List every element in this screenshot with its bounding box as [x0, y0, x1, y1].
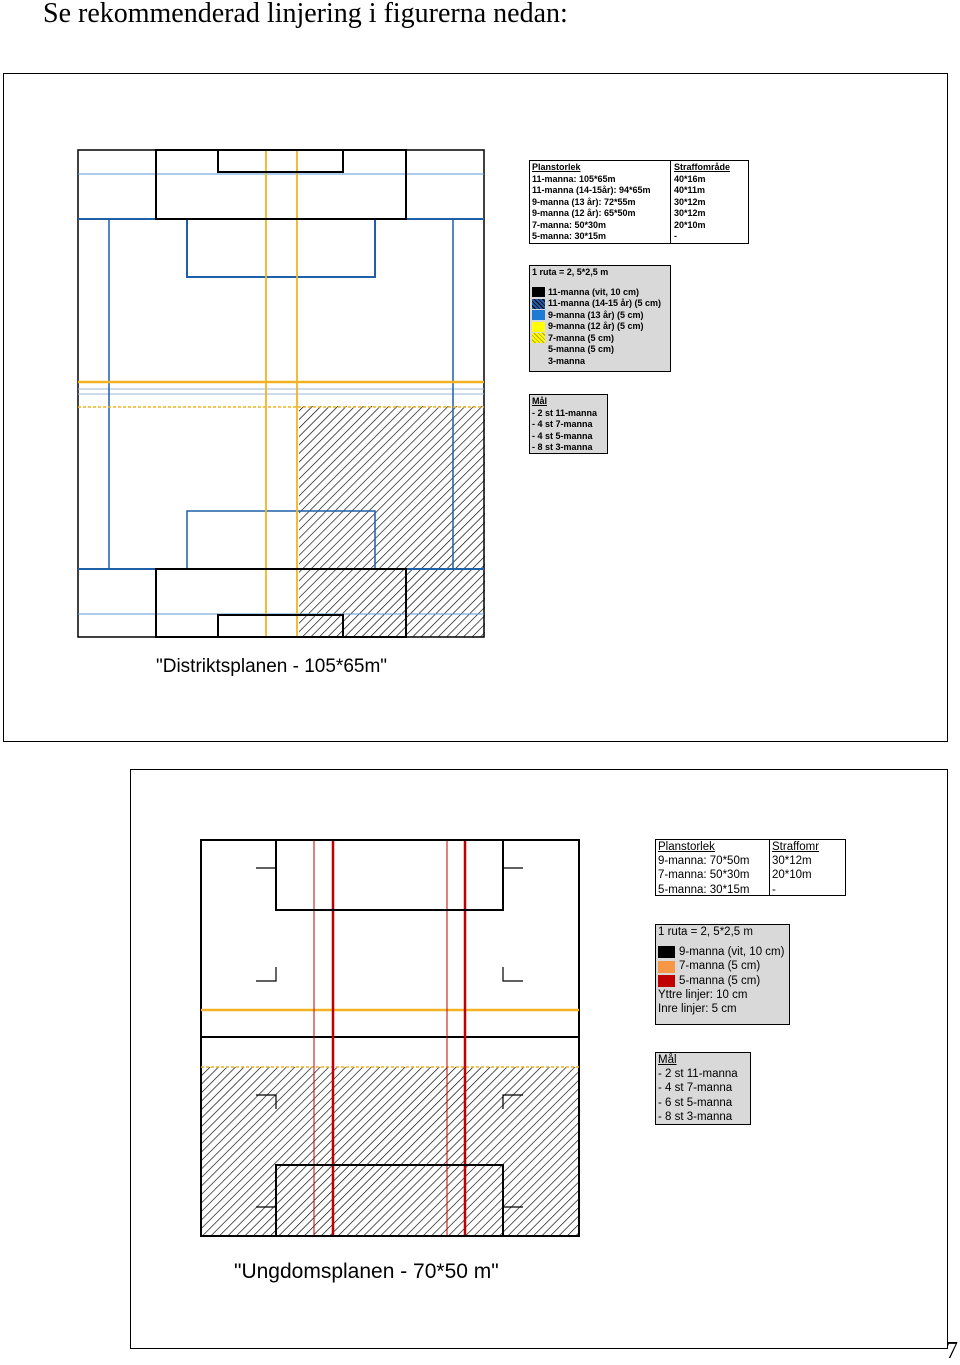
legend-note: Inre linjer: 5 cm	[658, 1003, 737, 1016]
legend-item: 9-manna (13 år) (5 cm)	[532, 310, 668, 322]
legend-item: 11-manna (14-15 år) (5 cm)	[532, 298, 668, 310]
swatch-blue	[532, 310, 545, 320]
youth-size-table	[655, 839, 846, 896]
size-row-left: 9-manna: 70*50m	[658, 855, 750, 868]
size-row-right: 30*12m	[674, 208, 706, 218]
size-row-left: 5-manna: 30*15m	[658, 883, 750, 896]
youth-field-caption: "Ungdomsplanen - 70*50 m"	[234, 1260, 499, 1283]
goals-item: - 8 st 3-manna	[658, 1110, 733, 1123]
youth-goals-box	[655, 1052, 751, 1125]
goals-item: - 4 st 7-manna	[532, 419, 593, 429]
youth-field-diagram	[200, 839, 582, 1239]
size-row-left: 5-manna: 30*15m	[532, 231, 607, 241]
legend-note: Yttre linjer: 10 cm	[658, 988, 748, 1001]
legend-title: 1 ruta = 2, 5*2,5 m	[658, 926, 753, 938]
size-row-left: 9-manna (12 år): 65*50m	[532, 208, 636, 218]
page-heading: Se rekommenderad linjering i figurerna nedan:	[43, 0, 568, 29]
size-row-right: 30*12m	[772, 855, 812, 868]
size-row-left: 7-manna: 50*30m	[658, 869, 750, 882]
legend-item: 9-manna (12 år) (5 cm)	[532, 321, 668, 333]
legend-item: 5-manna (5 cm)	[658, 974, 787, 988]
size-row-left: 7-manna: 50*30m	[532, 219, 607, 230]
goals-title: Mål	[658, 1054, 677, 1066]
legend-item: 7-manna (5 cm)	[532, 333, 668, 345]
goals-item: - 6 st 5-manna	[658, 1096, 733, 1109]
size-row-right: -	[674, 231, 677, 241]
goals-item: - 2 st 11-manna	[658, 1068, 738, 1081]
district-goals-box	[529, 394, 608, 454]
size-row-right: -	[772, 883, 776, 896]
hatched-area	[201, 1067, 579, 1236]
legend-item: 7-manna (5 cm)	[658, 959, 787, 973]
size-row-left: 9-manna (13 år): 72*55m	[532, 196, 636, 207]
swatch-light-orange	[658, 961, 675, 973]
district-line-legend	[529, 265, 671, 372]
district-field-diagram	[77, 149, 487, 639]
goals-item: - 4 st 7-manna	[658, 1082, 733, 1095]
size-row-right: 20*10m	[772, 869, 812, 882]
legend-title: 1 ruta = 2, 5*2,5 m	[532, 267, 609, 277]
goals-item: - 8 st 3-manna	[532, 442, 593, 452]
size-row-right: 30*12m	[674, 196, 706, 207]
district-size-table	[529, 160, 749, 244]
district-field-figure	[3, 73, 948, 742]
size-header-right: Straffområde	[674, 162, 731, 172]
swatch-black	[532, 287, 545, 297]
youth-line-legend	[655, 924, 790, 1025]
legend-item: 3-manna	[548, 355, 586, 366]
page-number: 7	[946, 1338, 958, 1364]
legend-item: 5-manna (5 cm)	[548, 344, 615, 354]
legend-item: 9-manna (vit, 10 cm)	[658, 945, 787, 959]
district-field-caption: "Distriktsplanen - 105*65m"	[156, 656, 388, 677]
swatch-red	[658, 975, 675, 987]
swatch-yellow	[532, 322, 545, 332]
size-header-left: Planstorlek	[532, 162, 581, 172]
goals-item: - 2 st 11-manna	[532, 407, 598, 418]
swatch-yellow-dotted	[532, 333, 545, 343]
size-row-left: 11-manna: 105*65m	[532, 173, 616, 184]
size-header-left: Planstorlek	[658, 841, 715, 853]
size-row-right: 20*10m	[674, 219, 706, 230]
goals-title: Mål	[532, 396, 548, 406]
size-header-right: Straffomr	[772, 841, 820, 853]
size-row-right: 40*16m	[674, 173, 706, 184]
swatch-blue-dotted	[532, 299, 545, 309]
size-row-left: 11-manna (14-15år): 94*65m	[532, 185, 651, 195]
swatch-black	[658, 946, 675, 958]
youth-field-figure	[130, 769, 948, 1349]
hatched-area	[299, 406, 485, 637]
legend-item: 11-manna (vit, 10 cm)	[532, 287, 668, 299]
size-row-right: 40*11m	[674, 185, 706, 195]
goals-item: - 4 st 5-manna	[532, 430, 593, 441]
